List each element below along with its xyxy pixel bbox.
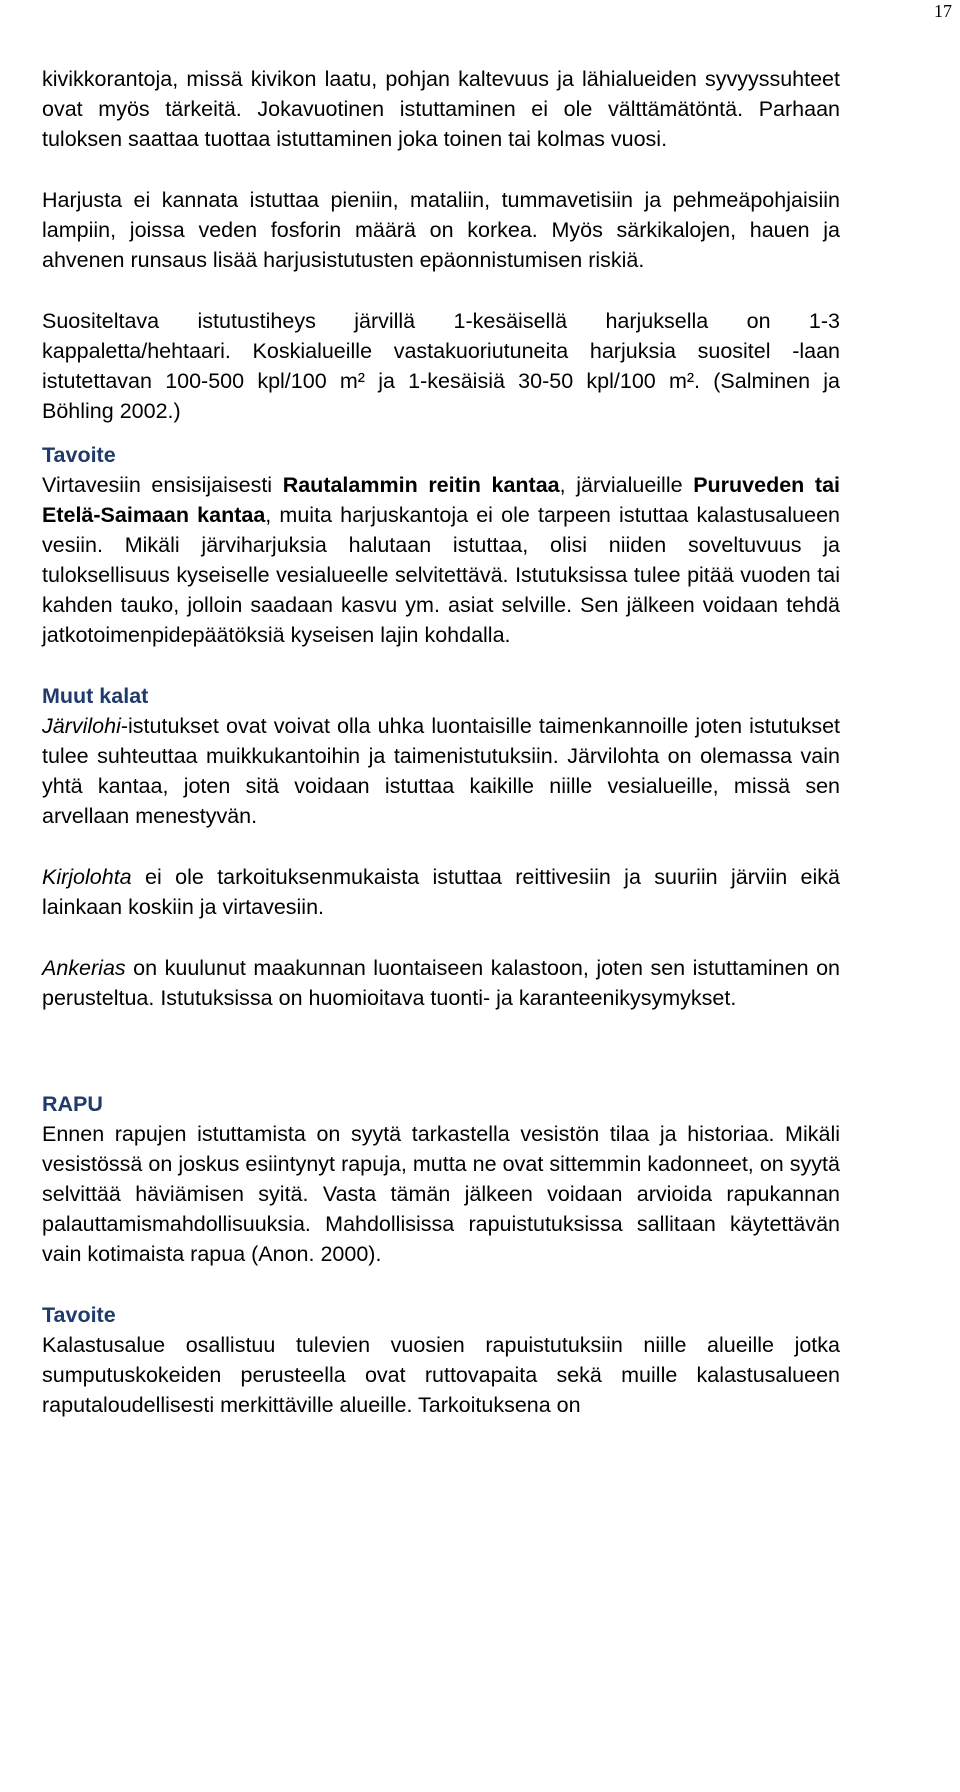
- paragraph: [42, 862, 840, 922]
- paragraph: Ennen rapujen istuttamista on syytä tarkastella vesistön tilaa ja historiaa. Mikäli vesistössä on joskus esiintynyt rapuja, mutta ne ovat sittemmin kadonneet, on syytä selvittää häviämisen syitä. Vasta tämän jälkeen voidaan arvioida rapukannan palauttamismahdollisuuksia. Mahdollisissa rapuistutuksissa sallitaan käytettävän vain kotimaista rapua (Anon. 2000).: [42, 1122, 840, 1266]
- text: , muita harjuskantoja ei ole tarpeen istuttaa kalastusalueen vesiin. Mikäli järviharjuksia halutaan istuttaa, olisi niiden soveltuvuus ja tuloksellisuus kyseiselle vesialueelle selvitettävä. Istutuksissa tulee pitää vuoden tai kahden tauko, jolloin saadaan kasvu ym. asiat selville. Sen jälkeen voidaan tehdä jatkotoimenpidepäätöksiä kyseisen lajin kohdalla.: [42, 503, 840, 647]
- text: ei ole tarkoituksenmukaista istuttaa reittivesiin ja suuriin järviin eikä lainkaan koskiin ja virtavesiin.: [42, 865, 840, 919]
- page-number: 17: [934, 1, 952, 21]
- paragraph: Kalastusalue osallistuu tulevien vuosien rapuistutuksiin niille alueille jotka sumputuskokeiden perusteella ovat ruttovapaita sekä muille kalastusalueen raputaloudellisesti merkittäville alueille. Tarkoituksena on: [42, 1333, 840, 1417]
- text: on kuulunut maakunnan luontaiseen kalastoon, joten sen istuttaminen on perusteltua. Istutuksissa on huomioitava tuonti- ja karanteenikysymykset.: [42, 956, 840, 1010]
- bold-text: Puruveden tai Etelä-Saimaan kantaa: [42, 473, 841, 527]
- paragraph: Suositeltava istutustiheys järvillä 1-kesäisellä harjuksella on 1-3 kappaletta/hehtaari. Koskialueille vastakuoriutuneita harjuksia suositel -laan istutettavan 100-500 kpl/100 m² ja 1-kesäisiä 30-50 kpl/100 m². (Salminen ja Böhling 2002.): [42, 309, 840, 423]
- bold-text: Rautalammin reitin kantaa: [282, 473, 560, 497]
- section-heading-tavoite: Tavoite: [42, 443, 116, 467]
- section-heading-muut-kalat: Muut kalat: [42, 684, 149, 708]
- paragraph: Harjusta ei kannata istuttaa pieniin, mataliin, tummavetisiin ja pehmeäpohjaisiin lampiin, joissa veden fosforin määrä on korkea. Myös särkikalojen, hauen ja ahvenen runsaus lisää harjusistutusten epäonnistumisen riskiä.: [42, 188, 840, 272]
- paragraph: [42, 711, 840, 831]
- text: -istutukset ovat voivat olla uhka luontaisille taimenkannoille joten istutukset tulee suhteuttaa muikkukantoihin ja taimenistutuksiin. Järvilohta on olemassa vain yhtä kantaa, joten sitä voidaan istuttaa kaikille niille vesialueille, missä sen arvellaan menestyvän.: [42, 714, 840, 828]
- italic-text: Ankerias: [42, 956, 126, 980]
- paragraph: [42, 953, 840, 1013]
- italic-text: Kirjolohta: [42, 865, 132, 889]
- text: , järvialueille: [559, 473, 694, 497]
- paragraph: [42, 470, 840, 650]
- paragraph: kivikkorantoja, missä kivikon laatu, pohjan kaltevuus ja lähialueiden syvyyssuhteet ovat myös tärkeitä. Jokavuotinen istuttaminen ei ole välttämätöntä. Parhaan tuloksen saattaa tuottaa istuttaminen joka toinen tai kolmas vuosi.: [42, 67, 840, 151]
- document-body: [42, 64, 840, 1420]
- text: Virtavesiin ensisijaisesti: [42, 473, 283, 497]
- italic-text: Järvilohi: [42, 714, 121, 738]
- section-heading-rapu: RAPU: [42, 1092, 103, 1116]
- section-heading-tavoite-2: Tavoite: [42, 1303, 116, 1327]
